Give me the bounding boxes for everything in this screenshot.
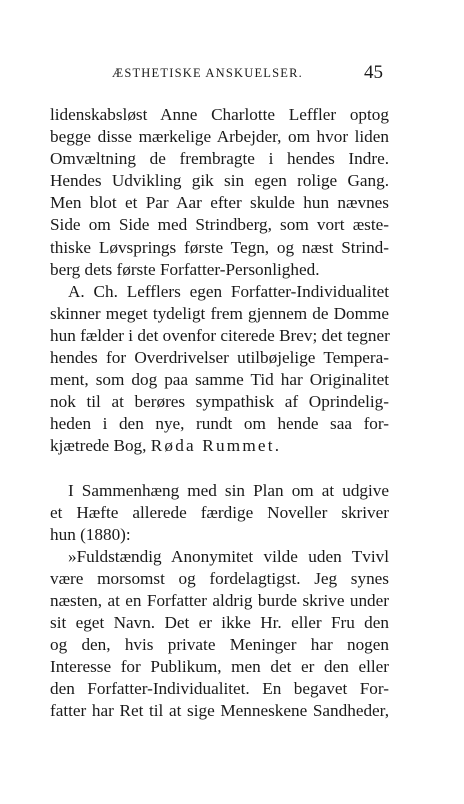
text-line: hendes for Overdrivelser utilbøjelige Tempera- — [50, 348, 389, 368]
text-line: hun fælder i det ovenfor citerede Brev; det tegner — [50, 325, 390, 345]
text-line: Side om Side med Strindberg, som vort æste- — [50, 215, 389, 235]
text-fragment: . — [274, 436, 280, 456]
text-line: nok til at berøres sympathisk af Oprindelig- — [50, 392, 389, 412]
text-line: hun (1880): — [50, 524, 131, 544]
text-fragment: kjætrede Bog, — [50, 436, 147, 456]
text-line: Men blot et Par Aar efter skulde hun nævnes — [50, 193, 389, 213]
text-line: et Hæfte allerede færdige Noveller skriver — [50, 502, 389, 522]
text-line: lidenskabsløst Anne Charlotte Leffler optog — [50, 105, 389, 124]
running-head: ÆSTHETISKE ANSKUELSER. — [112, 66, 303, 80]
page-number: 45 — [364, 62, 383, 83]
text-line: begge disse mærkelige Arbejder, om hvor liden — [50, 127, 389, 147]
text-line: skinner meget tydeligt frem gjennem de Domme — [50, 303, 389, 323]
text-line: den Forfatter-Individualitet. En begavet For- — [50, 679, 389, 699]
text-line: ment, som dog paa samme Tid har Originalitet — [50, 370, 389, 390]
text-line: Omvæltning de frembragte i hendes Indre. — [50, 149, 389, 169]
text-line: thiske Løvsprings første Tegn, og næst Strind- — [50, 237, 389, 257]
text-line: I Sammenhæng med sin Plan om at udgive — [68, 480, 389, 500]
text-line: sit eget Navn. Det er ikke Hr. eller Fru den — [50, 613, 389, 633]
text-line: Interesse for Publikum, men det er den eller — [50, 657, 389, 677]
text-line: Hendes Udvikling gik sin egen rolige Gang. — [50, 171, 389, 191]
paragraph-gap — [50, 458, 389, 480]
text-line: berg dets første Forfatter-Personlighed. — [50, 259, 320, 279]
body-text — [50, 104, 389, 723]
text-line-with-title — [50, 435, 389, 457]
text-line: heden i den nye, rundt om hende saa for- — [50, 414, 389, 434]
text-line: »Fuldstændig Anonymitet vilde uden Tvivl — [68, 546, 389, 566]
text-line: og den, hvis private Meninger har nogen — [50, 635, 389, 655]
text-line: fatter har Ret til at sige Menneskene Sandheder, — [50, 701, 389, 721]
text-line: A. Ch. Lefflers egen Forfatter-Individualitet — [68, 281, 389, 301]
text-line: være morsomst og fordelagtigst. Jeg synes — [50, 568, 389, 588]
book-title: Røda Rummet — [150, 436, 275, 456]
text-line: næsten, at en Forfatter aldrig burde skrive under — [50, 590, 389, 610]
